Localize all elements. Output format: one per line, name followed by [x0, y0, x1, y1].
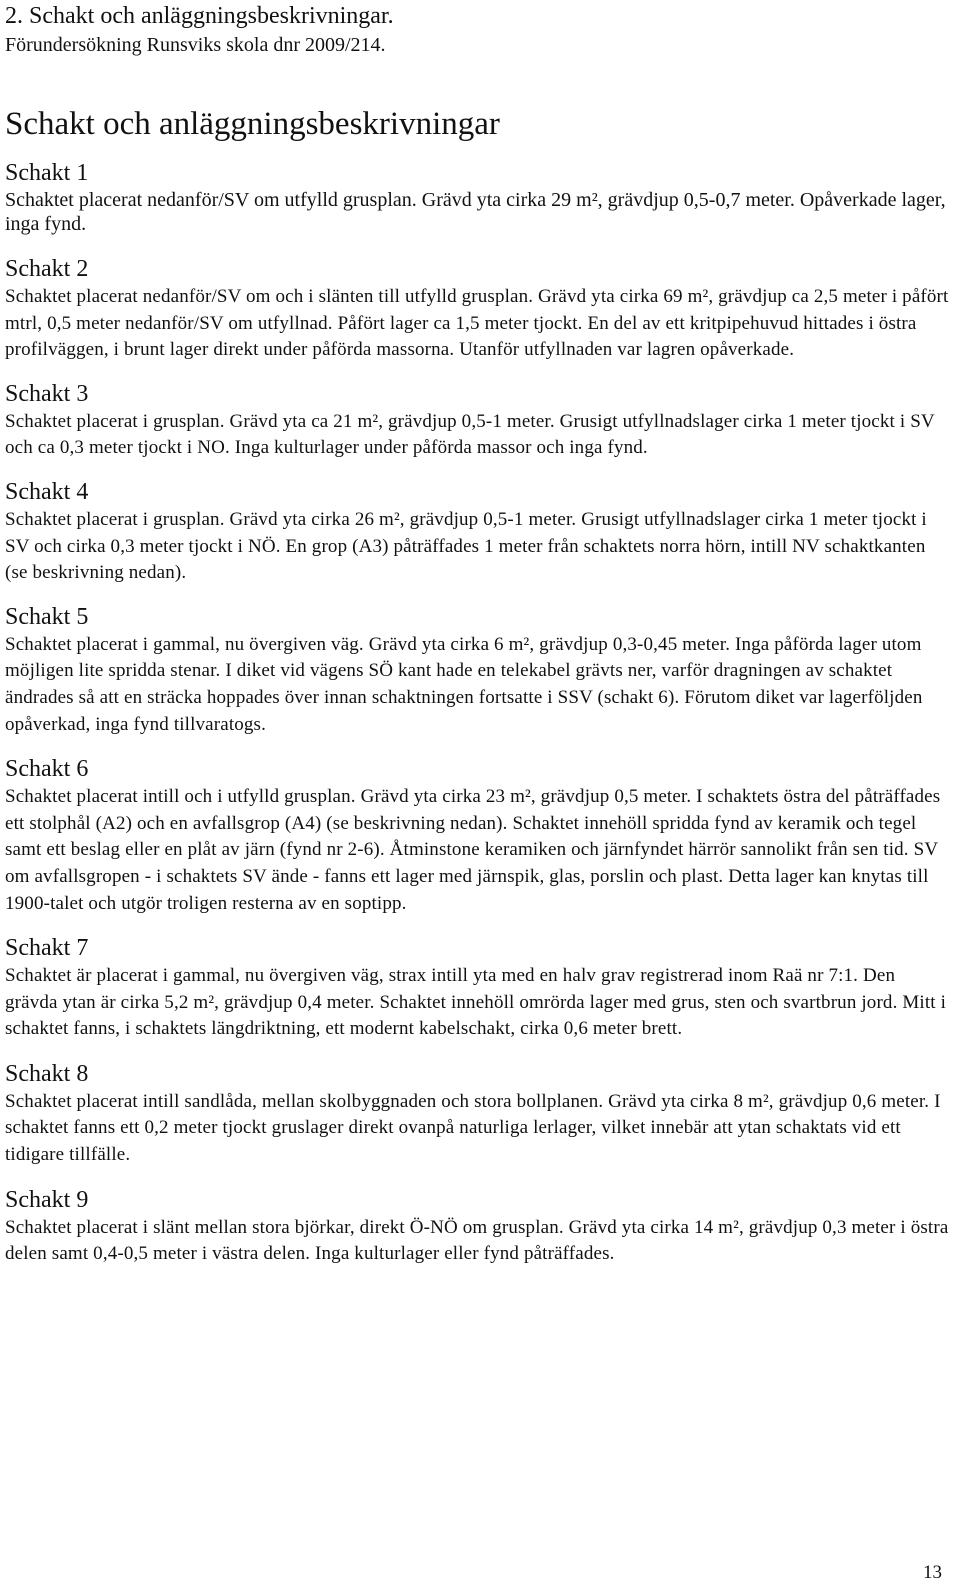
section-text: Schaktet är placerat i gammal, nu övergiven väg, strax intill yta med en halv grav registrerad inom Raä nr 7:1. Den grävda ytan är cirka 5,2 m², grävdjup 0,4 meter. Schaktet innehöll omrörda lager med grus, sten och svartbrun jord. Mitt i schaktet fanns, i schaktets längdriktning, ett modernt kabelschakt, cirka 0,6 meter brett.	[5, 965, 947, 1040]
section-text: Schaktet placerat i grusplan. Grävd yta cirka 26 m², grävdjup 0,5-1 meter. Grusigt utfyllnadslager cirka 1 meter tjockt i SV och cirka 0,3 meter tjockt i NÖ. En grop (A3) påträffades 1 meter från schaktets norra hörn, intill NV schaktkanten (se beskrivning nedan).	[5, 508, 927, 584]
section-schakt-7	[5, 934, 950, 1043]
section-heading: Schakt 6	[5, 756, 89, 783]
section-heading: Schakt 8	[5, 1060, 89, 1087]
section-text: Schaktet placerat i gammal, nu övergiven väg. Grävd yta cirka 6 m², grävdjup 0,3-0,45 meter. Inga påförda lager utom möjligen lite spridda stenar. I diket vid vägens SÖ kant hade en telekabel grävts ner, varför dragningen av schaktet ändrades så att en sträcka hoppades över innan schaktningen fortsatte i SSV (schakt 6). Förutom diket var lagerföljden opåverkad, inga fynd tillvaratogs.	[5, 633, 923, 735]
section-text: Schaktet placerat intill och i utfylld grusplan. Grävd yta cirka 23 m², grävdjup 0,5 meter. I schaktets östra del påträffades ett stolphål (A2) och en avfallsgrop (A4) (se beskrivning nedan). Schaktet innehöll spridda fynd av keramik och tegel samt ett beslag eller en plåt av järn (fynd nr 2-6). Åtminstone keramiken och järnfyndet härrör sannolikt från sen tid. SV om avfallsgropen - i schaktets SV ände - fanns ett lager med järnspik, glas, porslin och plast. Detta lager kan knytas till 1900-talet och utgör troligen resterna av en soptipp.	[5, 786, 941, 914]
section-heading: Schakt 3	[5, 380, 89, 407]
section-heading: Schakt 7	[5, 935, 89, 962]
chapter-heading: 2. Schakt och anläggningsbeskrivningar.	[5, 3, 394, 29]
section-text: Schaktet placerat intill sandlåda, mellan skolbyggnaden och stora bollplanen. Grävd yta cirka 8 m², grävdjup 0,6 meter. I schaktet fanns ett 0,2 meter tjockt gruslager direkt ovanpå naturliga lerlager, vilket innebär att ytan schaktats vid ett tidigare tillfälle.	[5, 1090, 941, 1166]
section-text: Schaktet placerat nedanför/SV om utfylld grusplan. Grävd yta cirka 29 m², grävdjup 0,5-0,7 meter. Opåverkade lager, inga fynd.	[5, 189, 946, 235]
section-heading: Schakt 9	[5, 1186, 89, 1213]
section-heading: Schakt 4	[5, 478, 89, 505]
section-schakt-3	[5, 380, 950, 462]
section-heading: Schakt 1	[5, 160, 89, 186]
section-heading: Schakt 5	[5, 603, 89, 630]
section-text: Schaktet placerat nedanför/SV om och i slänten till utfylld grusplan. Grävd yta cirka 69 m², grävdjup ca 2,5 meter i påfört mtrl, 0,5 meter nedanför/SV om utfyllnad. Påfört lager ca 1,5 meter tjockt. En del av ett kritpipehuvud hittades i östra profilväggen, i brunt lager direkt under påförda massorna. Utanför utfyllnaden var lagren opåverkade.	[5, 286, 949, 361]
page-number: 13	[923, 1562, 942, 1583]
section-schakt-1	[5, 159, 950, 236]
section-text: Schaktet placerat i slänt mellan stora björkar, direkt Ö-NÖ om grusplan. Grävd yta cirka 14 m², grävdjup 0,3 meter i östra delen samt 0,4-0,5 meter i västra delen. Inga kulturlager eller fynd påträffades.	[5, 1216, 949, 1265]
section-schakt-8	[5, 1060, 950, 1169]
document-page	[5, 0, 950, 1268]
section-schakt-9	[5, 1186, 950, 1268]
section-schakt-2	[5, 255, 950, 364]
section-schakt-6	[5, 755, 950, 917]
page-title: Schakt och anläggningsbeskrivningar	[5, 106, 500, 142]
document-subtitle: Förundersökning Runsviks skola dnr 2009/214.	[5, 34, 386, 56]
section-schakt-4	[5, 478, 950, 587]
section-text: Schaktet placerat i grusplan. Grävd yta ca 21 m², grävdjup 0,5-1 meter. Grusigt utfyllnadslager cirka 1 meter tjockt i SV och ca 0,3 meter tjockt i NO. Inga kulturlager under påförda massor och inga fynd.	[5, 410, 935, 459]
section-schakt-5	[5, 603, 950, 738]
section-heading: Schakt 2	[5, 256, 89, 282]
